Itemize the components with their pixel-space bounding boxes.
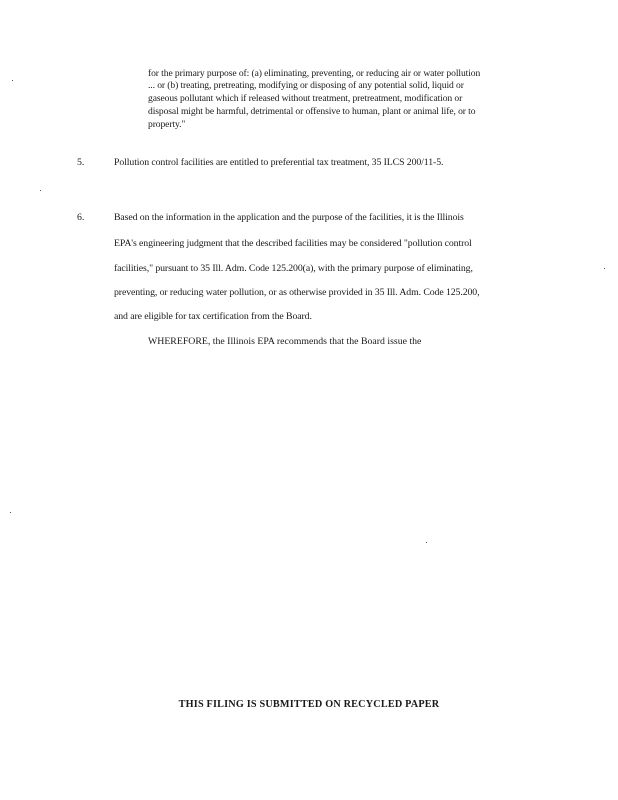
item-6-line: facilities," pursuant to 35 Ill. Adm. Code 125.200(a), with the primary purpose of eliminating, xyxy=(114,263,473,274)
item-6-number: 6. xyxy=(77,212,85,223)
item-6-line: EPA's engineering judgment that the described facilities may be considered "pollution control xyxy=(114,238,472,249)
wherefore-clause: WHEREFORE, the Illinois EPA recommends that the Board issue the xyxy=(148,336,422,347)
quote-line: gaseous pollutant which if released without treatment, pretreatment, modification or xyxy=(148,93,463,104)
item-5-text: Pollution control facilities are entitled to preferential tax treatment, 35 ILCS 200/11-5. xyxy=(114,157,444,168)
item-6-line: and are eligible for tax certification from the Board. xyxy=(114,311,312,322)
item-6-line: preventing, or reducing water pollution, or as otherwise provided in 35 Ill. Adm. Code 125.200, xyxy=(114,287,480,298)
quote-line: property." xyxy=(148,119,186,130)
recycled-paper-footer: THIS FILING IS SUBMITTED ON RECYCLED PAPER xyxy=(178,699,440,710)
scan-speck xyxy=(12,80,13,81)
quote-line: ... or (b) treating, pretreating, modifying or disposing of any potential solid, liquid or xyxy=(148,80,464,91)
scan-speck xyxy=(40,190,41,191)
scan-speck xyxy=(426,542,427,543)
scan-speck xyxy=(604,268,605,269)
quote-line: for the primary purpose of: (a) eliminating, preventing, or reducing air or water pollution xyxy=(148,68,481,79)
item-6-line: Based on the information in the application and the purpose of the facilities, it is the Illinois xyxy=(114,212,464,223)
quote-line: disposal might be harmful, detrimental or offensive to human, plant or animal life, or to xyxy=(148,106,476,117)
item-5-number: 5. xyxy=(77,157,85,168)
scan-speck xyxy=(10,512,11,513)
